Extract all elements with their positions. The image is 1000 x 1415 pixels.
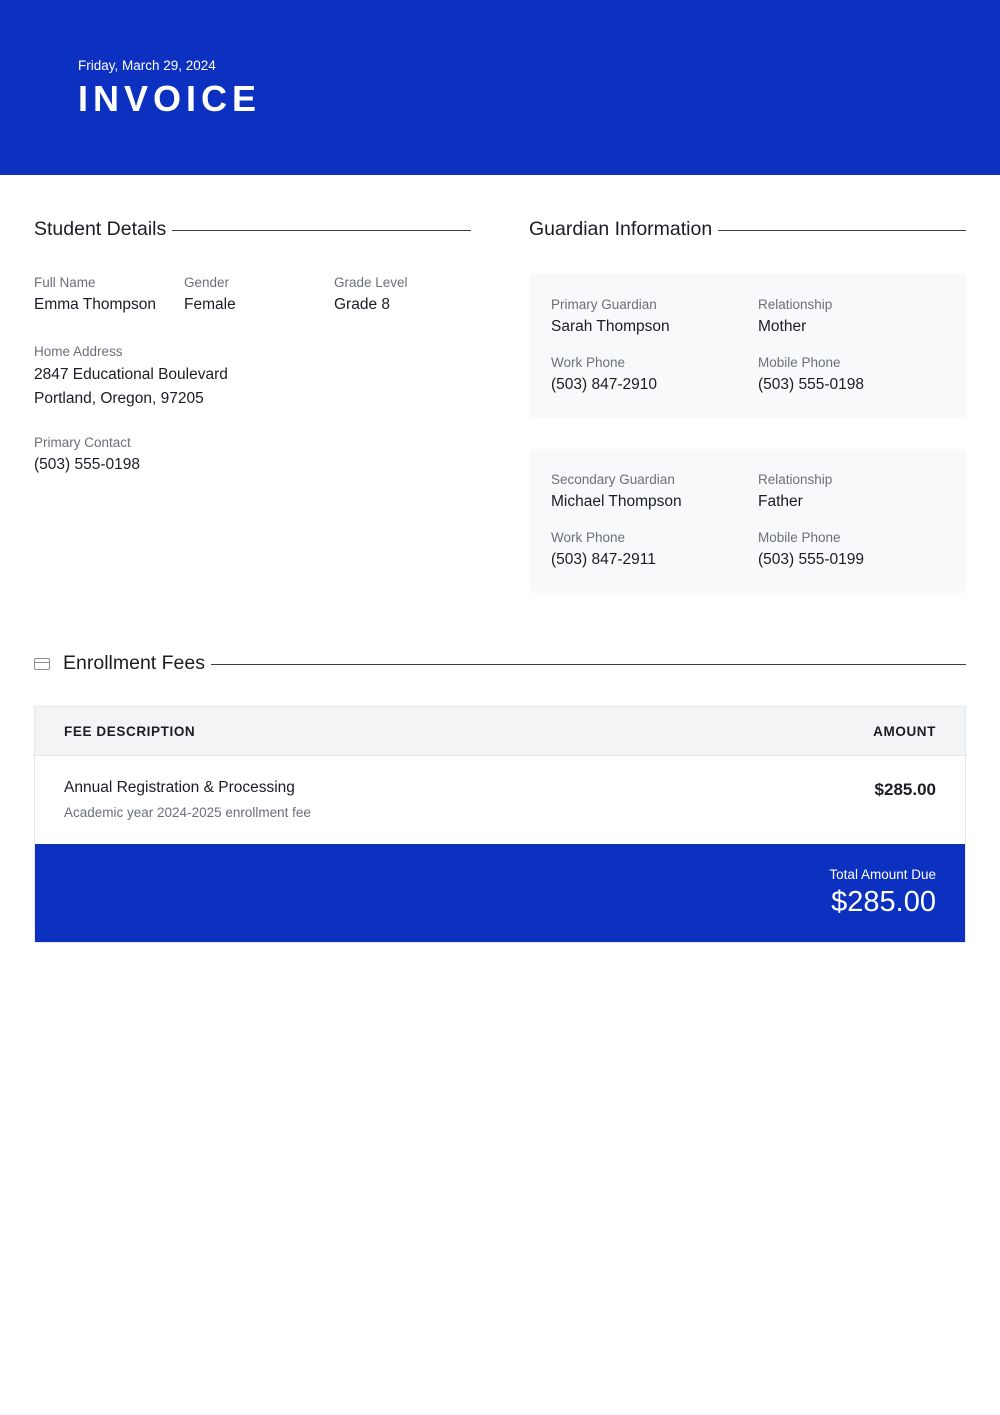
enrollment-fees-heading [34,652,966,675]
section-divider [172,230,471,231]
total-amount-banner [35,844,965,942]
fee-table-header [35,707,965,756]
student-details-title: Student Details [34,218,167,240]
grade-level-label: Grade Level [334,275,408,290]
primary-guardian-card [529,274,966,418]
full-name-label: Full Name [34,275,96,290]
fee-description: Annual Registration & Processing [64,779,295,796]
home-address-label: Home Address [34,344,123,359]
work-phone-value: (503) 847-2911 [551,551,656,568]
guardian-role-label: Secondary Guardian [551,472,675,487]
fee-detail: Academic year 2024-2025 enrollment fee [64,805,311,820]
invoice-title: INVOICE [78,78,262,119]
guardian-name: Sarah Thompson [551,318,670,335]
guardian-information-heading [529,218,966,241]
amount-column-header: AMOUNT [873,724,936,739]
guardian-role-label: Primary Guardian [551,297,657,312]
home-address-line1: 2847 Educational Boulevard [34,366,228,383]
invoice-header [0,0,1000,175]
mobile-phone-label: Mobile Phone [758,355,841,370]
table-row [35,756,965,844]
section-divider [718,230,966,231]
gender-value: Female [184,296,236,313]
relationship-label: Relationship [758,297,833,312]
work-phone-value: (503) 847-2910 [551,376,657,393]
student-details-heading [34,218,471,241]
gender-label: Gender [184,275,230,290]
fee-amount: $285.00 [874,780,936,799]
relationship-value: Mother [758,318,807,335]
fee-table [34,706,966,943]
grade-level-value: Grade 8 [334,296,391,313]
total-amount-label: Total Amount Due [829,867,936,882]
work-phone-label: Work Phone [551,530,626,545]
relationship-label: Relationship [758,472,833,487]
guardian-name: Michael Thompson [551,493,682,510]
primary-contact-value: (503) 555-0198 [34,456,140,473]
credit-card-icon [34,658,50,670]
invoice-date: Friday, March 29, 2024 [78,58,216,73]
mobile-phone-label: Mobile Phone [758,530,841,545]
work-phone-label: Work Phone [551,355,626,370]
relationship-value: Father [758,493,803,510]
total-amount-value: $285.00 [831,886,936,918]
section-divider [211,664,966,665]
mobile-phone-value: (503) 555-0198 [758,376,864,393]
primary-contact-label: Primary Contact [34,435,131,450]
full-name-value: Emma Thompson [34,296,157,313]
guardian-information-title: Guardian Information [529,218,713,240]
home-address-line2: Portland, Oregon, 97205 [34,390,204,407]
secondary-guardian-card [529,449,966,593]
enrollment-fees-title: Enrollment Fees [63,652,205,674]
mobile-phone-value: (503) 555-0199 [758,551,864,568]
fee-description-column-header: FEE DESCRIPTION [64,724,196,739]
